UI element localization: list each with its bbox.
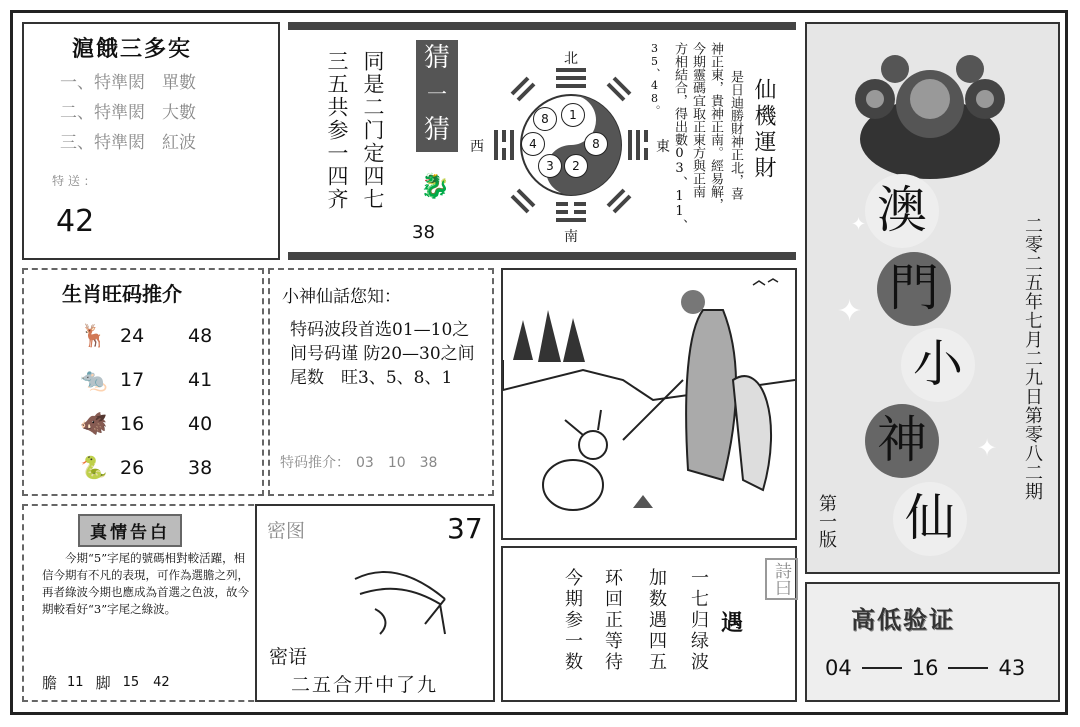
poem-panel: [501, 546, 797, 702]
guess-col1: 同是二门定四七: [361, 50, 385, 211]
mitu-phrase: 二五合开中了九: [291, 674, 439, 696]
bagua-north: 北: [564, 51, 578, 67]
masthead-char-3: [901, 328, 975, 402]
bagua-num-6: 2: [564, 154, 588, 178]
picture-panel: [501, 268, 797, 540]
notice-title: 小神仙話您知：: [282, 287, 401, 307]
jiao-number-a: 15: [122, 675, 140, 690]
confession-picks: [42, 672, 170, 693]
top-left-line-1: 一、特準閎 單數: [60, 73, 196, 93]
fortune-text-3: 今期靈碼宜取正東方與正南: [690, 42, 705, 198]
mitu-phrase-label: 密语: [269, 646, 308, 668]
masthead-char-3-text: 小: [913, 335, 963, 393]
mitu-number: 37: [447, 512, 483, 545]
dragon-icon: 🐉: [420, 172, 450, 200]
special-send-number: 42: [56, 204, 95, 239]
highlow-num-1: 04: [825, 656, 852, 680]
guess-label-mid: 一: [427, 82, 447, 106]
zodiac-num-a: 17: [120, 369, 145, 391]
mitu-label: 密图: [267, 520, 306, 542]
masthead-char-5-text: 仙: [905, 489, 955, 547]
special-send-label: 特 送 ：: [52, 174, 96, 188]
highlow-num-2: 16: [911, 656, 939, 680]
sparkle-icon: ✦: [977, 434, 998, 462]
fortune-text-2: 神正東，貴神正南。經易解，: [708, 42, 723, 211]
jiao-number-b: 42: [153, 675, 170, 690]
jiao-label: 脚: [95, 674, 111, 692]
bagua-num-1: 8: [533, 107, 557, 131]
guess-label-top: 猜: [423, 43, 450, 73]
masthead-date: 二零二五年七月二九日第零八二期: [1022, 216, 1043, 501]
buddha-figure-icon: [835, 44, 1025, 184]
top-left-panel: [22, 22, 280, 260]
mitu-panel: [255, 504, 495, 702]
zodiac-num-a: 16: [120, 413, 145, 435]
masthead-edition: 第一版: [816, 494, 837, 548]
top-left-line-3: 三、特準閎 紅波: [60, 133, 196, 153]
notice-rec: [280, 452, 437, 472]
deer-icon: 🦌: [80, 323, 108, 349]
masthead-char-4: [865, 404, 939, 478]
zodiac-panel: [22, 268, 264, 496]
bagua-num-2: 1: [561, 103, 585, 127]
notice-rec-nums: 03 10 38: [356, 455, 438, 471]
zodiac-num-b: 40: [188, 413, 213, 435]
zodiac-num-a: 24: [120, 325, 145, 347]
poem-col4: 今期参一数: [562, 568, 583, 673]
top-left-line-2: 二、特準閎 大數: [60, 103, 196, 123]
masthead-panel: [805, 22, 1060, 574]
dash-separator: [862, 667, 902, 669]
dan-number: 11: [67, 675, 84, 690]
sparkle-icon: ✦: [837, 294, 863, 329]
bagua-diagram: [470, 50, 670, 245]
masthead-char-2-text: 門: [889, 259, 939, 317]
poem-title: 遇: [721, 610, 744, 636]
guess-label-block: [416, 40, 458, 152]
top-left-lines: [60, 68, 196, 158]
masthead-char-1: [865, 174, 939, 248]
sage-rabbit-illustration: [503, 270, 795, 538]
masthead-char-2: [877, 252, 951, 326]
zodiac-title: 生肖旺码推介: [62, 282, 182, 306]
guess-number: 38: [412, 222, 435, 243]
boar-icon: 🐗: [80, 411, 108, 437]
notice-body: 特码波段首选01—10之 间号码谨 防20—30之间尾数 旺3、5、8、1: [290, 320, 475, 388]
masthead-char-5: [893, 482, 967, 556]
sparkle-icon: ✦: [851, 214, 867, 235]
zodiac-row: [80, 314, 250, 358]
bagua-num-3: 4: [521, 132, 545, 156]
guess-bottom-bar: [288, 252, 796, 260]
guess-top-bar: [288, 22, 796, 30]
highlow-numbers: [825, 656, 1025, 680]
poem-col1: 一七归绿波: [688, 568, 709, 673]
notice-rec-label: 特码推介：: [280, 455, 350, 471]
notice-panel: [268, 268, 494, 496]
bagua-num-4: 8: [584, 132, 608, 156]
bagua-east: 東: [656, 139, 670, 155]
guess-label-bot: 猜: [423, 115, 450, 145]
zodiac-row: [80, 358, 250, 402]
zodiac-row: [80, 446, 250, 490]
bagua-south: 南: [564, 229, 578, 245]
bagua-west: 西: [470, 139, 484, 155]
zodiac-rows: [80, 314, 250, 490]
highlow-panel: [805, 582, 1060, 702]
bagua-num-5: 3: [538, 154, 562, 178]
zodiac-row: [80, 402, 250, 446]
top-left-title: 滬餓三多𡧦: [72, 36, 193, 62]
highlow-title: 高低验证: [851, 605, 955, 634]
rat-icon: 🐀: [80, 367, 108, 393]
poem-label: 詩曰: [765, 558, 798, 600]
dash-separator: [948, 667, 988, 669]
fortune-text-4: 方相結合，得出數03、11、: [672, 42, 687, 232]
confession-panel: [22, 504, 264, 702]
masthead-char-1-text: 澳: [877, 181, 927, 239]
zodiac-num-b: 38: [188, 457, 213, 479]
fortune-text-5: 35、48。: [648, 42, 661, 116]
guess-col2: 三五共参一四齐: [325, 50, 349, 211]
fortune-text-1: 是日迪勝財神正北，喜: [728, 70, 743, 200]
snake-icon: 🐍: [80, 455, 108, 481]
masthead-char-4-text: 神: [877, 411, 927, 469]
poem-col2: 加数遇四五: [646, 568, 667, 673]
confession-body: 今期“5”字尾的號碼相對較活躍，相信今期有不凡的表現，可作為選膽之列，再者綠波今期也應成為首選之色波，故今期較看好“3”字尾之綠波。: [42, 551, 249, 616]
poem-col3: 环回正等待: [602, 568, 623, 673]
bagua-svg: [476, 50, 666, 240]
zodiac-num-a: 26: [120, 457, 145, 479]
dan-label: 膽: [42, 674, 58, 692]
highlow-num-3: 43: [998, 656, 1026, 680]
zodiac-num-b: 41: [188, 369, 213, 391]
guess-panel: [288, 22, 796, 260]
mitu-drawing: [345, 554, 465, 644]
fortune-title: 仙機運財: [751, 78, 776, 182]
zodiac-num-b: 48: [188, 325, 213, 347]
confession-title: 真情告白: [78, 514, 182, 547]
